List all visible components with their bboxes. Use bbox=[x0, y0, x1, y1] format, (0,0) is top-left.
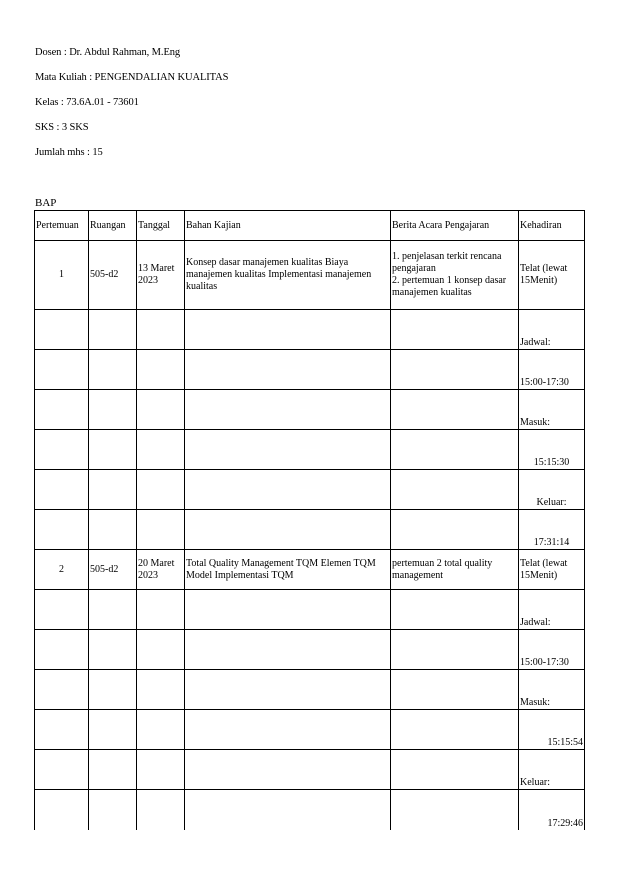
col-header-kehadiran: Kehadiran bbox=[519, 211, 585, 241]
jadwal-value: 15:00-17:30 bbox=[519, 350, 585, 390]
tanggal-cell: 13 Maret 2023 bbox=[137, 241, 185, 310]
keluar-label: Keluar: bbox=[519, 470, 585, 510]
table-row bbox=[35, 670, 585, 710]
table-row bbox=[35, 430, 585, 470]
masuk-value: 15:15:30 bbox=[519, 430, 585, 470]
col-header-tanggal: Tanggal bbox=[137, 211, 185, 241]
table-row bbox=[35, 310, 585, 350]
bap-table bbox=[34, 210, 585, 830]
table-header-row bbox=[35, 211, 585, 241]
pertemuan-cell: 2 bbox=[35, 550, 89, 590]
table-row bbox=[35, 790, 585, 830]
bahan-kajian-cell: Konsep dasar manajemen kualitas Biaya manajemen kualitas Implementasi manajemen kualitas bbox=[185, 241, 391, 310]
keluar-value: 17:31:14 bbox=[519, 510, 585, 550]
masuk-label: Masuk: bbox=[519, 390, 585, 430]
ruangan-cell: 505-d2 bbox=[89, 241, 137, 310]
kehadiran-cell: Telat (lewat 15Menit) bbox=[519, 241, 585, 310]
table-row bbox=[35, 350, 585, 390]
berita-acara-cell bbox=[391, 550, 519, 590]
tanggal-cell: 20 Maret 2023 bbox=[137, 550, 185, 590]
pertemuan-cell: 1 bbox=[35, 241, 89, 310]
jadwal-label: Jadwal: bbox=[519, 590, 585, 630]
col-header-bahan-kajian: Bahan Kajian bbox=[185, 211, 391, 241]
col-header-berita-acara: Berita Acara Pengajaran bbox=[391, 211, 519, 241]
bahan-kajian-cell: Total Quality Management TQM Elemen TQM Model Implementasi TQM bbox=[185, 550, 391, 590]
matakuliah-line: Mata Kuliah : PENGENDALIAN KUALITAS bbox=[35, 72, 229, 83]
jadwal-label: Jadwal: bbox=[519, 310, 585, 350]
masuk-value: 15:15:54 bbox=[519, 710, 585, 750]
masuk-label: Masuk: bbox=[519, 670, 585, 710]
table-row bbox=[35, 630, 585, 670]
table-row bbox=[35, 390, 585, 430]
berita-item: pertemuan 2 total quality management bbox=[392, 557, 493, 581]
ruangan-cell: 505-d2 bbox=[89, 550, 137, 590]
berita-item: 2. pertemuan 1 konsep dasar manajemen kualitas bbox=[392, 275, 507, 298]
kelas-line: Kelas : 73.6A.01 - 73601 bbox=[35, 97, 139, 108]
kehadiran-cell: Telat (lewat 15Menit) bbox=[519, 550, 585, 590]
col-header-ruangan: Ruangan bbox=[89, 211, 137, 241]
table-row bbox=[35, 510, 585, 550]
keluar-value: 17:29:46 bbox=[519, 790, 585, 830]
table-row bbox=[35, 470, 585, 510]
berita-item: 1. penjelasan terkit rencana pengajaran bbox=[392, 251, 502, 274]
berita-acara-cell bbox=[391, 241, 519, 310]
jumlah-mhs-line: Jumlah mhs : 15 bbox=[35, 147, 103, 158]
keluar-label: Keluar: bbox=[519, 750, 585, 790]
col-header-pertemuan: Pertemuan bbox=[35, 211, 89, 241]
sks-line: SKS : 3 SKS bbox=[35, 122, 89, 133]
table-row bbox=[35, 241, 585, 310]
jadwal-value: 15:00-17:30 bbox=[519, 630, 585, 670]
table-row bbox=[35, 590, 585, 630]
table-row bbox=[35, 710, 585, 750]
table-row bbox=[35, 750, 585, 790]
table-row bbox=[35, 550, 585, 590]
bap-label: BAP bbox=[35, 197, 57, 209]
dosen-line: Dosen : Dr. Abdul Rahman, M.Eng bbox=[35, 47, 181, 58]
